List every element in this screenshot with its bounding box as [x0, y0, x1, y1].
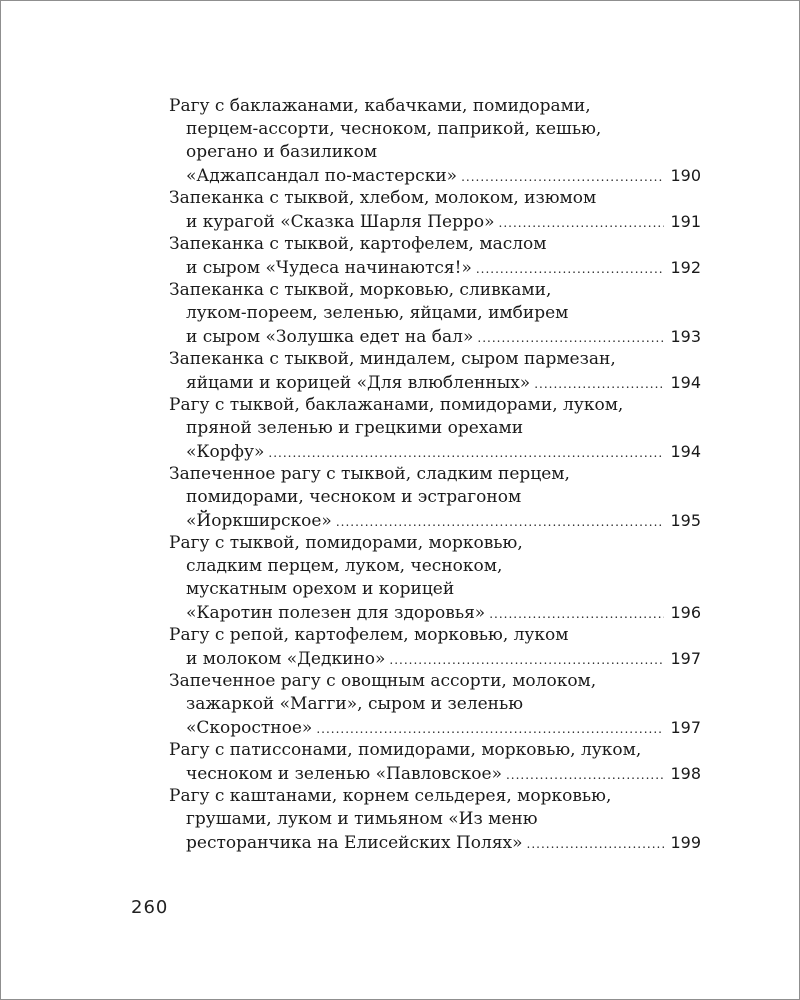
toc-entry-text: и сыром «Чудеса начинаются!» — [186, 258, 472, 278]
toc-entry — [169, 739, 701, 785]
toc-page-number: 190 — [670, 166, 701, 185]
toc-entry-line — [169, 440, 701, 463]
toc-entry-text: и курагой «Сказка Шарля Перро» — [186, 212, 495, 232]
toc-entry — [169, 279, 701, 348]
toc-page-number: 193 — [670, 327, 701, 346]
toc-page-number: 196 — [670, 603, 701, 622]
toc-entry-line: Запеканка с тыквой, морковью, сливками, — [169, 280, 552, 300]
leader-dots — [506, 764, 664, 787]
toc-entry — [169, 532, 701, 624]
toc-entry — [169, 394, 701, 463]
leader-dots — [534, 373, 664, 396]
toc-entry — [169, 348, 701, 394]
toc-entry-text: «Корфу» — [186, 442, 265, 462]
toc-entry-line — [169, 164, 701, 187]
toc-entry-line: Рагу с тыквой, помидорами, морковью, — [169, 533, 523, 553]
toc-entry — [169, 463, 701, 532]
toc-entry-text: «Каротин полезен для здоровья» — [186, 603, 486, 623]
page-number: 260 — [131, 897, 169, 918]
toc-entry-line: грушами, луком и тимьяном «Из меню — [186, 809, 538, 829]
toc-page-number: 199 — [670, 833, 701, 852]
leader-dots — [476, 258, 665, 281]
toc-entry-line: орегано и базиликом — [186, 142, 378, 162]
leader-dots — [389, 649, 664, 672]
toc-entry-line: сладким перцем, луком, чесноком, — [186, 556, 503, 576]
toc-entry — [169, 670, 701, 739]
leader-dots — [316, 718, 664, 741]
toc-page-number: 197 — [670, 649, 701, 668]
toc-entry-line — [169, 256, 701, 279]
toc-entry-text: и молоком «Дедкино» — [186, 649, 386, 669]
leader-dots — [527, 833, 665, 856]
toc-entry-line — [169, 509, 701, 532]
leader-dots — [461, 166, 664, 189]
toc-entry-text: чесноком и зеленью «Павловское» — [186, 764, 502, 784]
leader-dots — [477, 327, 664, 350]
toc-entry — [169, 95, 701, 187]
toc-entry-line — [169, 831, 701, 854]
toc-entry-line — [169, 716, 701, 739]
toc-entry-line: мускатным орехом и корицей — [186, 579, 455, 599]
toc-entry-line: Запеченное рагу с овощным ассорти, молоком, — [169, 671, 597, 691]
toc-entry-line: Запеканка с тыквой, хлебом, молоком, изюмом — [169, 188, 597, 208]
toc-entry-line: пряной зеленью и грецкими орехами — [186, 418, 524, 438]
toc-entry-text: и сыром «Золушка едет на бал» — [186, 327, 474, 347]
toc-entry — [169, 187, 701, 233]
toc-entry-line: Запеканка с тыквой, миндалем, сыром пармезан, — [169, 349, 616, 369]
leader-dots — [268, 442, 664, 465]
toc-entry-line: Рагу с каштанами, корнем сельдерея, морковью, — [169, 786, 612, 806]
toc-entry-line: Запеченное рагу с тыквой, сладким перцем, — [169, 464, 570, 484]
toc-entry-line: помидорами, чесноком и эстрагоном — [186, 487, 522, 507]
toc-entry-text: «Скоростное» — [186, 718, 313, 738]
leader-dots — [336, 511, 665, 534]
toc-entry-line: Рагу с репой, картофелем, морковью, луком — [169, 625, 569, 645]
toc-entry-line — [169, 210, 701, 233]
toc-entry-text: «Аджапсандал по-мастерски» — [186, 166, 458, 186]
toc-page-number: 195 — [670, 511, 701, 530]
table-of-contents — [169, 95, 701, 854]
toc-entry-text: ресторанчика на Елисейских Полях» — [186, 833, 523, 853]
toc-entry — [169, 624, 701, 670]
toc-page-number: 191 — [670, 212, 701, 231]
toc-entry-text: яйцами и корицей «Для влюбленных» — [186, 373, 531, 393]
toc-page-number: 194 — [670, 373, 701, 392]
toc-entry-line — [169, 647, 701, 670]
toc-page-number: 198 — [670, 764, 701, 783]
toc-entry-line: Рагу с патиссонами, помидорами, морковью, луком, — [169, 740, 642, 760]
toc-entry-line — [169, 762, 701, 785]
toc-entry — [169, 785, 701, 854]
toc-entry-line: Рагу с баклажанами, кабачками, помидорами, — [169, 96, 591, 116]
leader-dots — [499, 212, 665, 235]
toc-page-number: 192 — [670, 258, 701, 277]
toc-entry-line: зажаркой «Магги», сыром и зеленью — [186, 694, 524, 714]
toc-entry-line: Запеканка с тыквой, картофелем, маслом — [169, 234, 547, 254]
toc-entry-line: перцем-ассорти, чесноком, паприкой, кешью, — [186, 119, 602, 139]
toc-entry — [169, 233, 701, 279]
toc-entry-line — [169, 325, 701, 348]
toc-page-number: 194 — [670, 442, 701, 461]
toc-entry-line: луком-пореем, зеленью, яйцами, имбирем — [186, 303, 569, 323]
leader-dots — [489, 603, 664, 626]
toc-entry-text: «Йоркширское» — [186, 511, 332, 531]
toc-entry-line: Рагу с тыквой, баклажанами, помидорами, луком, — [169, 395, 624, 415]
toc-entry-line — [169, 601, 701, 624]
toc-page-number: 197 — [670, 718, 701, 737]
toc-entry-line — [169, 371, 701, 394]
